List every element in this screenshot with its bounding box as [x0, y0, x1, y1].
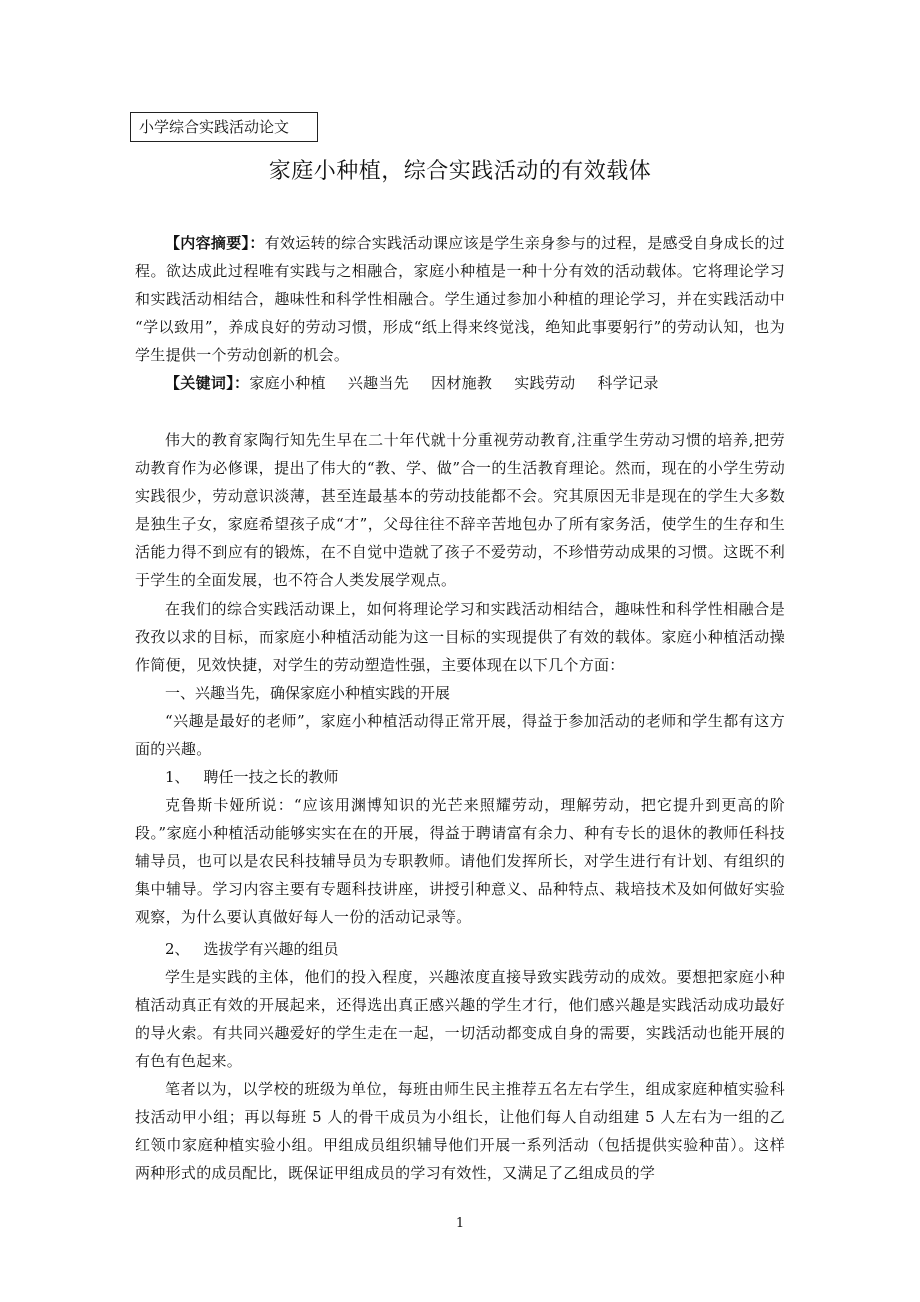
- body-paragraph-6: 笔者以为，以学校的班级为单位，每班由师生民主推荐五名左右学生，组成家庭种植实验科技活动甲小组；再以每班 5 人的骨干成员为小组长，让他们每人自动组建 5 人左右为一组的乙红领巾家庭种植实验小组。甲组成员组织辅导他们开展一系列活动（包括提供实验种苗）。这样两种形式的成员配比，既保证甲组成员的学习有效性，又满足了乙组成员的学: [135, 1080, 785, 1182]
- body-paragraph-4: 克鲁斯卡娅所说：“应该用渊博知识的光芒来照耀劳动，理解劳动，把它提升到更高的阶段。”家庭小种植活动能够实实在在的开展，得益于聘请富有余力、种有专长的退休的教师任科技辅导员，也可以是农民科技辅导员为专职教师。请他们发挥所长，对学生进行有计划、有组织的集中辅导。学习内容主要有专题科技讲座，讲授引种意义、品种特点、栽培技术及如何做好实验观察，为什么要认真做好每人一份的活动记录等。: [135, 796, 785, 926]
- subheading-number: 1、: [165, 768, 190, 786]
- section-heading-1: 一、兴趣当先，确保家庭小种植实践的开展: [165, 684, 451, 702]
- subheading-text: 选拔学有兴趣的组员: [203, 940, 339, 958]
- category-label-box: 小学综合实践活动论文: [130, 112, 318, 142]
- page-number: 1: [455, 1216, 465, 1231]
- keyword-item: 家庭小种植: [249, 374, 326, 392]
- subheading-2: [165, 935, 339, 963]
- abstract-text: 有效运转的综合实践活动课应该是学生亲身参与的过程，是感受自身成长的过程。欲达成此过程唯有实践与之相融合，家庭小种植是一种十分有效的活动载体。它将理论学习和实践活动相结合，趣味性和科学性相融合。学生通过参加小种植的理论学习，并在实践活动中 “学以致用”，养成良好的劳动习惯，形成“纸上得来终觉浅，绝知此事要躬行”的劳动认知，也为学生提供一个劳动创新的机会。: [135, 234, 785, 364]
- keyword-item: 兴趣当先: [347, 374, 410, 392]
- subheading-1: [165, 763, 339, 791]
- article-title: 家庭小种植，综合实践活动的有效载体: [268, 159, 652, 184]
- keywords-line: [135, 369, 785, 397]
- abstract-paragraph: [135, 229, 785, 369]
- body-paragraph-5: 学生是实践的主体，他们的投入程度，兴趣浓度直接导致实践劳动的成效。要想把家庭小种植活动真正有效的开展起来，还得选出真正感兴趣的学生才行，他们感兴趣是实践活动成功最好的导火索。有共同兴趣爱好的学生走在一起，一切活动都变成自身的需要，实践活动也能开展的有色有色起来。: [135, 968, 785, 1070]
- abstract-label: 【内容摘要】：: [165, 234, 265, 252]
- keywords-label: 【关键词】：: [165, 374, 250, 392]
- subheading-text: 聘任一技之长的教师: [203, 768, 339, 786]
- subheading-number: 2、: [165, 940, 190, 958]
- body-paragraph-1: 伟大的教育家陶行知先生早在二十年代就十分重视劳动教育,注重学生劳动习惯的培养,把劳动教育作为必修课，提出了伟大的“教、学、做”合一的生活教育理论。然而，现在的小学生劳动实践很少，劳动意识淡薄，甚至连最基本的劳动技能都不会。究其原因无非是现在的学生大多数是独生子女，家庭希望孩子成“才”，父母往往不辞辛苦地包办了所有家务活，使学生的生存和生活能力得不到应有的锻炼，在不自觉中造就了孩子不爱劳动，不珍惜劳动成果的习惯。这既不利于学生的全面发展，也不符合人类发展学观点。: [135, 431, 785, 589]
- body-paragraph-2: 在我们的综合实践活动课上，如何将理论学习和实践活动相结合，趣味性和科学性相融合是孜孜以求的目标，而家庭小种植活动能为这一目标的实现提供了有效的载体。家庭小种植活动操作简便，见效快捷，对学生的劳动塑造性强，主要体现在以下几个方面：: [135, 600, 785, 674]
- keyword-item: 科学记录: [597, 374, 659, 392]
- body-paragraph-3: “兴趣是最好的老师”，家庭小种植活动得正常开展，得益于参加活动的老师和学生都有这方面的兴趣。: [135, 712, 785, 758]
- keyword-item: 因材施教: [431, 374, 493, 392]
- keyword-item: 实践劳动: [514, 374, 576, 392]
